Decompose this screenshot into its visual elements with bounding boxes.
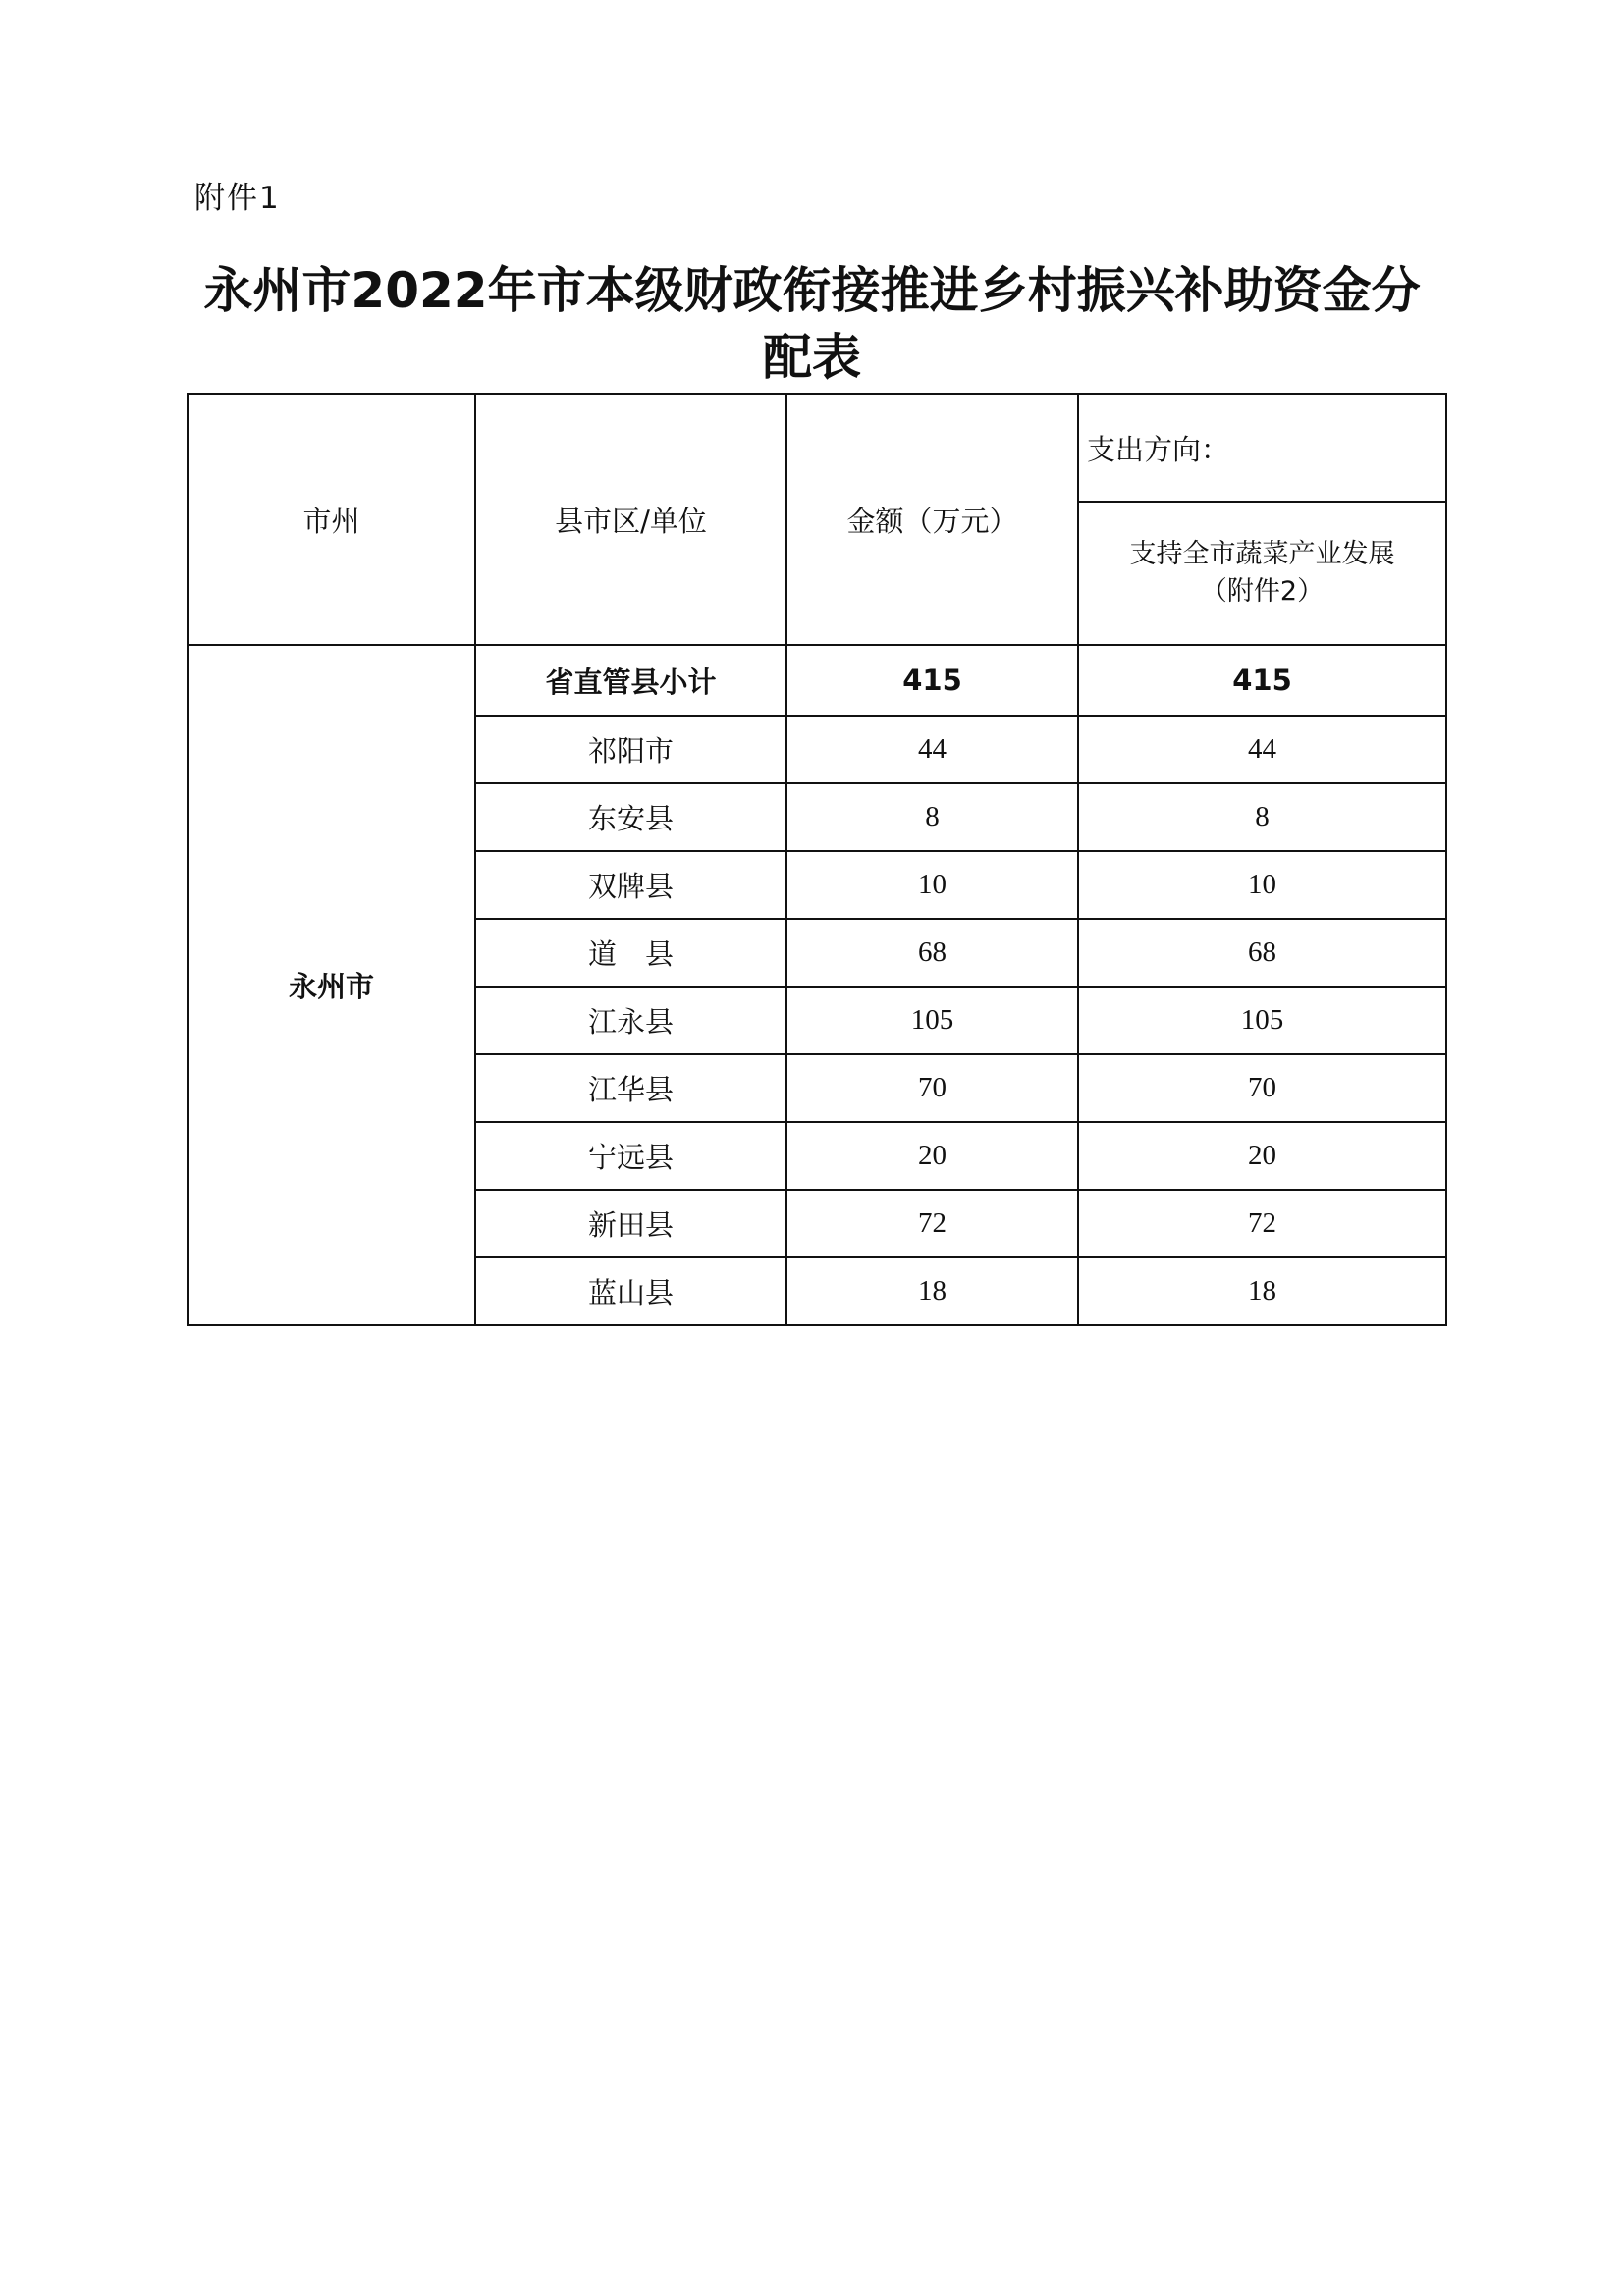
row-direction: 20 [1078,1122,1446,1190]
row-amount: 44 [786,716,1078,783]
row-unit: 新田县 [475,1190,786,1257]
attachment-label: 附件1 [194,181,281,216]
city-cell: 永州市 [188,645,475,1325]
header-direction-vegetable [1078,502,1446,645]
row-unit: 双牌县 [475,851,786,919]
subtotal-amount: 415 [786,645,1078,716]
row-direction: 68 [1078,919,1446,987]
title-line-1: 永州市2022年市本级财政衔接推进乡村振兴补助资金分 [203,262,1421,319]
row-amount: 72 [786,1190,1078,1257]
row-amount: 105 [786,987,1078,1054]
row-unit: 江华县 [475,1054,786,1122]
header-amount: 金额（万元） [786,394,1078,645]
header-row [188,394,1446,502]
row-unit: 江永县 [475,987,786,1054]
header-city: 市州 [188,394,475,645]
row-unit: 蓝山县 [475,1257,786,1325]
row-unit: 宁远县 [475,1122,786,1190]
row-unit: 东安县 [475,783,786,851]
subtotal-row [188,645,1446,716]
header-direction-group: 支出方向： [1078,394,1446,502]
row-amount: 8 [786,783,1078,851]
row-amount: 18 [786,1257,1078,1325]
row-direction: 72 [1078,1190,1446,1257]
row-amount: 20 [786,1122,1078,1190]
row-amount: 10 [786,851,1078,919]
row-direction: 8 [1078,783,1446,851]
row-direction: 105 [1078,987,1446,1054]
row-unit: 道 县 [475,919,786,987]
row-amount: 70 [786,1054,1078,1122]
allocation-table [187,393,1447,1326]
row-amount: 68 [786,919,1078,987]
header-direction-line-1: 支持全市蔬菜产业发展 [1129,539,1395,569]
title-line-2: 配表 [763,329,861,386]
row-unit: 祁阳市 [475,716,786,783]
row-direction: 70 [1078,1054,1446,1122]
row-direction: 18 [1078,1257,1446,1325]
subtotal-unit: 省直管县小计 [475,645,786,716]
document-title [187,257,1437,391]
row-direction: 10 [1078,851,1446,919]
header-direction-line-2: （附件2） [1200,576,1325,607]
row-direction: 44 [1078,716,1446,783]
subtotal-direction: 415 [1078,645,1446,716]
header-unit: 县市区/单位 [475,394,786,645]
